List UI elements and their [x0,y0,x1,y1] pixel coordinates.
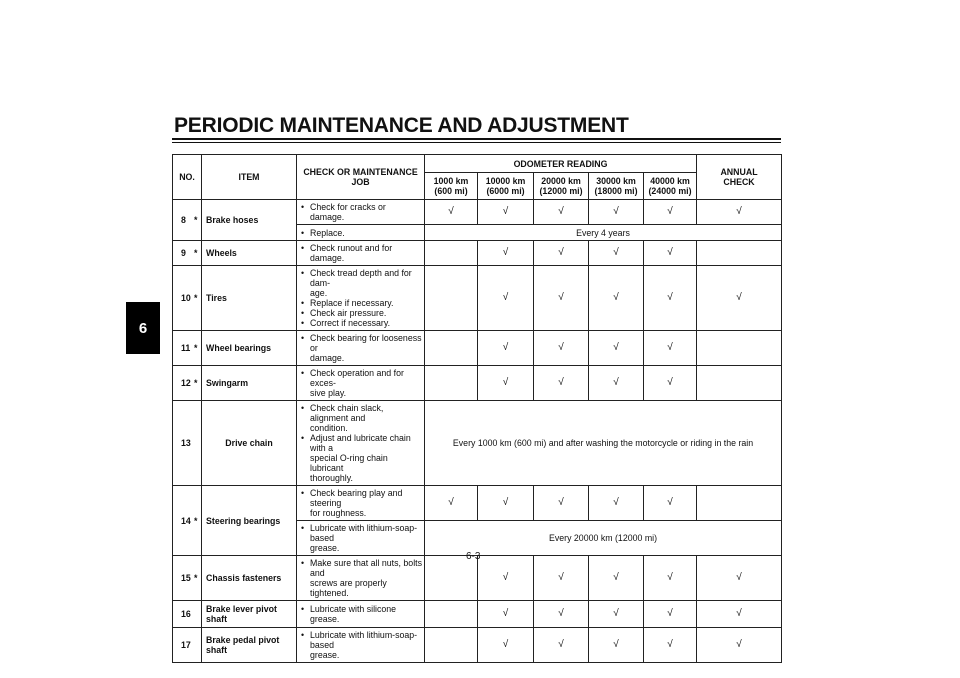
col-no-header: NO. [173,155,202,200]
item-name: Brake pedal pivot shaft [202,628,297,663]
job-text: Check bearing for looseness or [310,333,422,353]
row-number: 13 [173,401,191,486]
check-mark: √ [589,331,644,366]
check-mark: √ [589,486,644,521]
item-name: Wheel bearings [202,331,297,366]
odo-mi: (18000 mi) [594,186,638,196]
odo-mi: (600 mi) [434,186,468,196]
check-mark: √ [478,366,534,401]
empty-cell [697,366,782,401]
empty-cell [697,486,782,521]
empty-cell [425,331,478,366]
odometer-header: ODOMETER READING [425,155,697,173]
interval-text: Every 1000 km (600 mi) and after washing the motorcycle or riding in the rain [425,401,782,486]
empty-cell [425,601,478,628]
asterisk: * [191,366,202,401]
job-cell [297,601,425,628]
empty-cell [697,241,782,266]
job-bullet [301,333,422,363]
item-name: Drive chain [202,401,297,486]
odo-col-2 [478,173,534,200]
job-cell [297,486,425,521]
odo-mi: (24000 mi) [648,186,692,196]
job-text: age. [310,288,328,298]
table-row [173,486,782,521]
job-bullet: • Replace. [301,228,422,238]
empty-cell [425,628,478,663]
empty-cell [425,241,478,266]
asterisk: * [191,241,202,266]
job-bullet: • Replace if necessary. [301,298,422,308]
asterisk [191,628,202,663]
asterisk: * [191,200,202,241]
job-bullet: • Lubricate with silicone grease. [301,604,422,624]
check-mark: √ [534,628,589,663]
check-mark: √ [478,331,534,366]
job-cell [297,200,425,225]
check-mark: √ [589,241,644,266]
job-text: thoroughly. [310,473,353,483]
item-name: Steering bearings [202,486,297,556]
row-number: 12 [173,366,191,401]
check-mark: √ [589,556,644,601]
page-title: PERIODIC MAINTENANCE AND ADJUSTMENT [174,114,629,137]
job-bullet [301,268,422,298]
job-bullet: • Check runout and for damage. [301,243,422,263]
check-mark: √ [425,486,478,521]
col-item-header: ITEM [202,155,297,200]
check-mark: √ [589,628,644,663]
job-text: screws are properly tightened. [310,578,387,598]
odo-mi: (12000 mi) [539,186,583,196]
table-row [173,401,782,486]
row-number: 11 [173,331,191,366]
empty-cell [425,556,478,601]
job-text: condition. [310,423,348,433]
check-mark: √ [478,200,534,225]
job-cell [297,225,425,241]
title-rule-thin [172,142,781,143]
row-number: 9 [173,241,191,266]
row-number: 14 [173,486,191,556]
table-row [173,331,782,366]
row-number: 16 [173,601,191,628]
check-mark: √ [644,241,697,266]
job-text: Check operation and for exces- [310,368,404,388]
table-row [173,241,782,266]
job-bullet [301,488,422,518]
item-name: Tires [202,266,297,331]
odo-km: 30000 km [596,176,636,186]
item-name: Chassis fasteners [202,556,297,601]
check-mark: √ [589,266,644,331]
job-bullet: • Check for cracks or damage. [301,202,422,222]
check-mark: √ [534,266,589,331]
item-name: Brake lever pivot shaft [202,601,297,628]
asterisk [191,601,202,628]
check-mark: √ [644,556,697,601]
row-number: 8 [173,200,191,241]
check-mark: √ [478,628,534,663]
job-cell [297,366,425,401]
asterisk: * [191,266,202,331]
odo-km: 1000 km [433,176,469,186]
row-number: 17 [173,628,191,663]
odo-km: 10000 km [485,176,526,186]
empty-cell [425,266,478,331]
interval-text: Every 4 years [425,225,782,241]
asterisk: * [191,556,202,601]
item-name: Wheels [202,241,297,266]
job-cell [297,331,425,366]
job-bullet [301,523,422,553]
job-text: Make sure that all nuts, bolts and [310,558,422,578]
check-mark: √ [534,486,589,521]
check-mark: √ [534,200,589,225]
job-bullet [301,558,422,598]
maintenance-table [172,154,782,663]
check-mark: √ [534,366,589,401]
odo-col-5 [644,173,697,200]
table-row [173,266,782,331]
job-cell [297,401,425,486]
check-mark: √ [697,601,782,628]
job-text: special O-ring chain lubricant [310,453,388,473]
check-mark: √ [644,266,697,331]
job-cell [297,556,425,601]
job-text: Lubricate with lithium-soap-based [310,630,418,650]
job-bullet [301,368,422,398]
check-mark: √ [589,601,644,628]
job-text: Check tread depth and for dam- [310,268,412,288]
item-name: Swingarm [202,366,297,401]
row-number: 10 [173,266,191,331]
job-text: Adjust and lubricate chain with a [310,433,411,453]
check-mark: √ [644,601,697,628]
job-bullet: • Check air pressure. [301,308,422,318]
annual-check-header [697,155,782,200]
check-mark: √ [644,200,697,225]
odo-mi: (6000 mi) [486,186,525,196]
check-label: CHECK [723,177,755,187]
annual-label: ANNUAL [720,167,758,177]
empty-cell [697,331,782,366]
check-mark: √ [478,556,534,601]
check-mark: √ [478,241,534,266]
check-mark: √ [534,601,589,628]
check-mark: √ [697,628,782,663]
item-name: Brake hoses [202,200,297,241]
check-mark: √ [478,601,534,628]
check-mark: √ [478,486,534,521]
check-mark: √ [697,556,782,601]
table-row [173,628,782,663]
job-text: Check chain slack, alignment and [310,403,384,423]
table-row [173,200,782,225]
row-number: 15 [173,556,191,601]
page-number: 6-3 [466,551,481,562]
check-mark: √ [425,200,478,225]
job-bullet [301,403,422,433]
job-bullet: • Correct if necessary. [301,318,422,328]
asterisk [191,401,202,486]
asterisk: * [191,331,202,366]
empty-cell [425,366,478,401]
odo-col-1 [425,173,478,200]
odo-col-4 [589,173,644,200]
odo-col-3 [534,173,589,200]
job-text: grease. [310,650,340,660]
job-cell [297,521,425,556]
odo-km: 40000 km [650,176,690,186]
job-text: for roughness. [310,508,367,518]
check-mark: √ [478,266,534,331]
job-text: Lubricate with lithium-soap-based [310,523,418,543]
check-mark: √ [534,241,589,266]
asterisk: * [191,486,202,556]
header-row [173,155,782,173]
job-text: sive play. [310,388,347,398]
table-row [173,366,782,401]
check-mark: √ [589,200,644,225]
chapter-tab: 6 [126,302,160,354]
job-cell [297,241,425,266]
title-rule [172,138,781,140]
job-bullet [301,433,422,483]
job-text: damage. [310,353,345,363]
check-mark: √ [644,331,697,366]
check-mark: √ [534,556,589,601]
interval-text: Every 20000 km (12000 mi) [425,521,782,556]
check-mark: √ [589,366,644,401]
table-row [173,601,782,628]
odo-km: 20000 km [541,176,581,186]
job-cell [297,266,425,331]
check-mark: √ [534,331,589,366]
check-mark: √ [644,628,697,663]
check-mark: √ [644,486,697,521]
table-row [173,556,782,601]
check-mark: √ [697,200,782,225]
check-mark: √ [697,266,782,331]
job-text: grease. [310,543,340,553]
job-text: Check bearing play and steering [310,488,403,508]
check-mark: √ [644,366,697,401]
job-bullet [301,630,422,660]
col-job-header: CHECK OR MAINTENANCE JOB [297,155,425,200]
job-cell [297,628,425,663]
